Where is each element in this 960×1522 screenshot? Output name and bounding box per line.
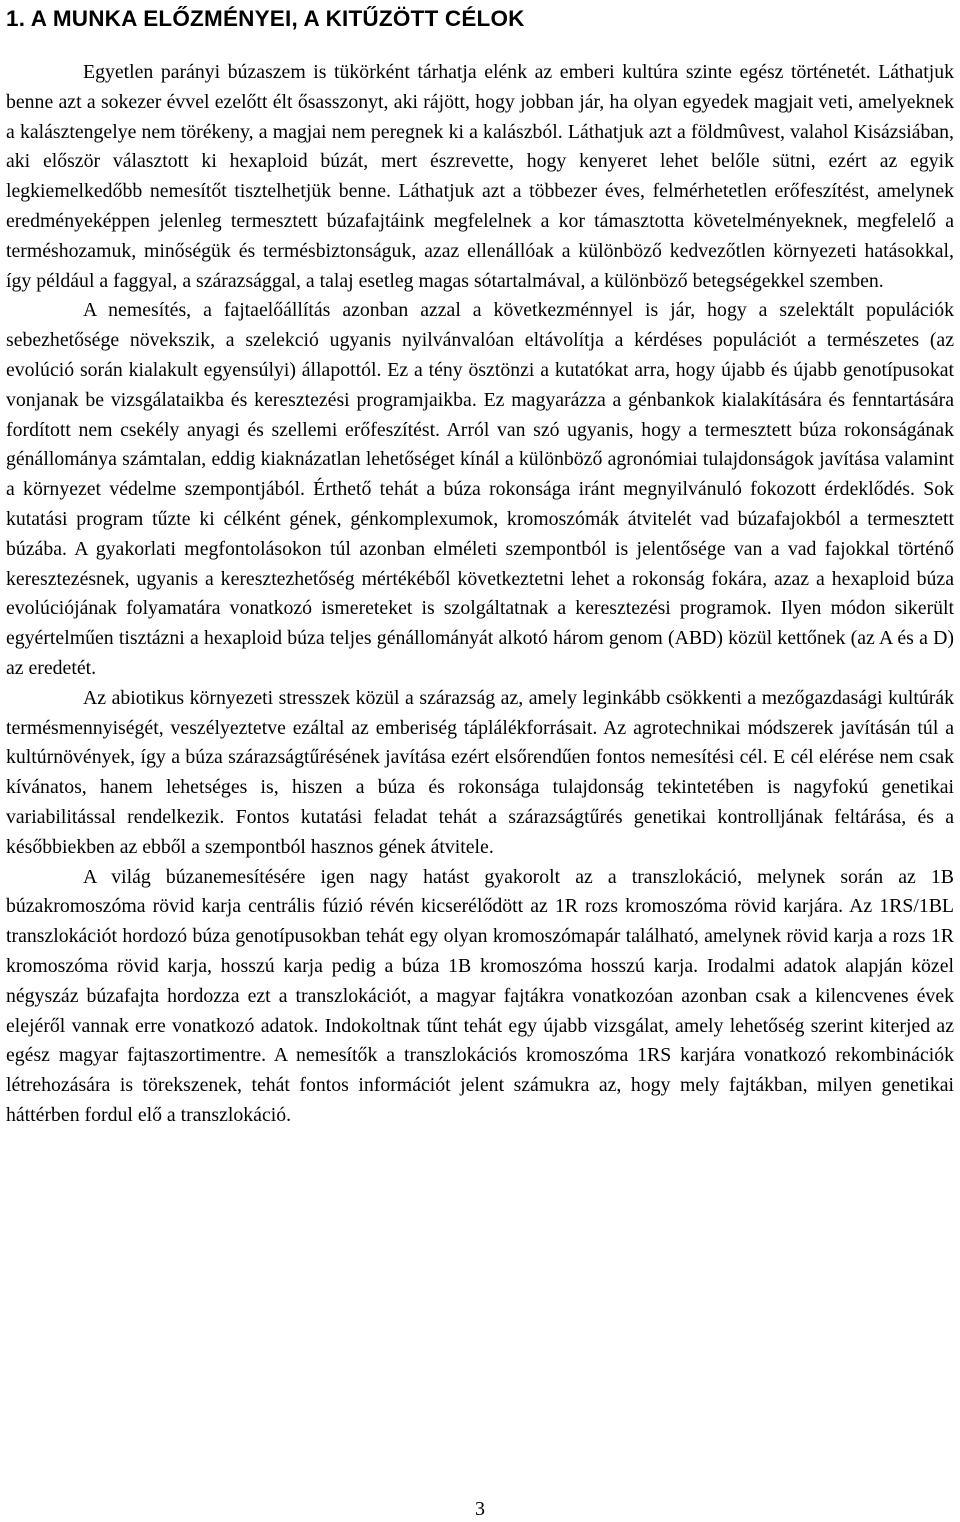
- paragraph-1: Egyetlen parányi búzaszem is tükörként tárhatja elénk az emberi kultúra szinte egész történetét. Láthatjuk benne azt a sokezer évvel ezelőtt élt ősasszonyt, aki rájött, hogy jobban jár, ha olyan egyedek magjait veti, amelyeknek a kalásztengelye nem törékeny, a magjai nem peregnek ki a kalászból. Láthatjuk azt a földmûvest, valahol Kisázsiában, aki először választott ki hexaploid búzát, mert észrevette, hogy kenyeret lehet belőle sütni, ezért az egyik legkiemelkedőbb nemesítőt tisztelhetjük benne. Láthatjuk azt a többezer éves, felmérhetetlen erőfeszítést, amelynek eredményeképpen jelenleg termesztett búzafajtáink megfelelnek a kor támasztotta követelményeknek, megfelelő a terméshozamuk, minőségük és termésbiztonságuk, azaz ellenállóak a különböző kedvezőtlen környezeti hatásokkal, így például a faggyal, a szárazsággal, a talaj esetleg magas sótartalmával, a különböző betegségekkel szemben.: [6, 61, 954, 292]
- chapter-heading: 1. A MUNKA ELŐZMÉNYEI, A KITŰZÖTT CÉLOK: [6, 6, 525, 31]
- paragraph-3: Az abiotikus környezeti stresszek közül a szárazság az, amely leginkább csökkenti a mezőgazdasági kultúrák termésmennyiségét, veszélyeztetve ezáltal az emberiség táplálékforrásait. Az agrotechnikai módszerek javításán túl a kultúrnövények, így a búza szárazságtűrésének javítása ezért elsőrendűen fontos nemesítési cél. E cél elérése nem csak kívánatos, hanem lehetséges is, hiszen a búza és rokonsága tulajdonság tekintetében is nagyfokú genetikai variabilitással rendelkezik. Fontos kutatási feladat tehát a szárazságtűrés genetikai kontrolljának feltárása, és a későbbiekben az ebből a szempontból hasznos gének átvitele.: [6, 686, 954, 858]
- paragraph-2: A nemesítés, a fajtaelőállítás azonban azzal a következménnyel is jár, hogy a szelektált populációk sebezhetősége növekszik, a szelekció ugyanis nyilvánvalóan eltávolítja a kérdéses populációt a természetes (az evolúció során kialakult egyensúlyi) állapottól. Ez a tény ösztönzi a kutatókat arra, hogy újabb és újabb genotípusokat vonjanak be vizsgálataikba és keresztezési programjaikba. Ez magyarázza a génbankok kialakítására és fenntartására fordított nem csekély anyagi és szellemi erőfeszítést. Arról van szó ugyanis, hogy a termesztett búza rokonságának génállománya számtalan, eddig kiaknázatlan lehetőséget kínál a különböző agronómiai tulajdonságok javítása valamint a környezet védelme szempontjából. Érthető tehát a búza rokonsága iránt megnyilvánuló fokozott érdeklődés. Sok kutatási program tűzte ki célként gének, génkomplexumok, kromoszómák átvitelét vad búzafajokból a termesztett búzába. A gyakorlati megfontolásokon túl azonban elméleti szempontból is jelentősége van a vad fajokkal történő keresztezésnek, ugyanis a keresztezhetőség mértékéből következtetni lehet a rokonság fokára, azaz a hexaploid búza evolúciójának folyamatára vonatkozó ismereteket is szolgáltatnak a keresztezési programok. Ilyen módon sikerült egyértelműen tisztázni a hexaploid búza teljes génállományát alkotó három genom (ABD) közül kettőnek (az A és a D) az eredetét.: [6, 299, 954, 679]
- body-text: [6, 58, 954, 1131]
- page-number: 3: [475, 1498, 485, 1520]
- paragraph-4: A világ búzanemesítésére igen nagy hatást gyakorolt az a transzlokáció, melynek során az 1B búzakromoszóma rövid karja centrális fúzió révén kicserélődött az 1R rozs kromoszóma rövid karjára. Az 1RS/1BL transzlokációt hordozó búza genotípusokban tehát egy olyan kromoszómapár található, amelynek rövid karja a rozs 1R kromoszóma rövid karja, hosszú karja pedig a búza 1B kromoszóma hosszú karja. Irodalmi adatok alapján közel négyszáz búzafajta hordozza ezt a transzlokációt, a magyar fajtákra vonatkozóan azonban csak a kilencvenes évek elejéről vannak erre vonatkozó adatok. Indokoltnak tűnt tehát egy újabb vizsgálat, amely lehetőség szerint kiterjed az egész magyar fajtaszortimentre. A nemesítők a transzlokációs kromoszóma 1RS karjára vonatkozó rekombinációk létrehozására is törekszenek, tehát fontos információt jelent számukra az, hogy mely fajtákban, milyen genetikai háttérben fordul elő a transzlokáció.: [6, 865, 954, 1126]
